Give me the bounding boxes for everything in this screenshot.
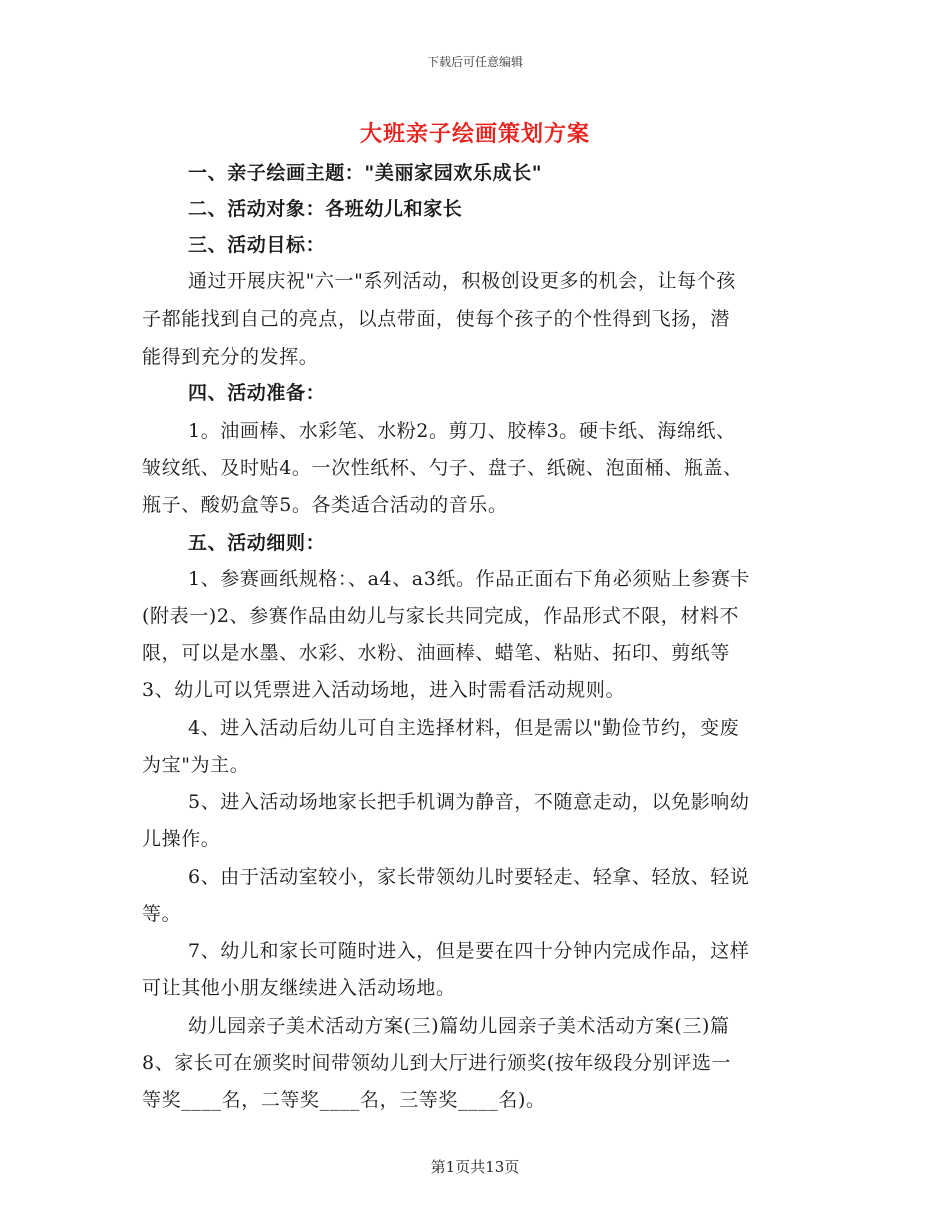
section-heading: 四、活动准备： [188, 382, 326, 404]
document-title: 大班亲子绘画策划方案 [359, 121, 590, 147]
section-heading: 三、活动目标： [188, 234, 326, 256]
paragraph-line: 幼儿园亲子美术活动方案(三)篇幼儿园亲子美术活动方案(三)篇 [188, 1015, 730, 1037]
paragraph-line: 限，可以是水墨、水彩、水粉、油画棒、蜡笔、粘贴、拓印、剪纸等 [142, 642, 731, 664]
paragraph-line: (附表一)2、参赛作品由幼儿与家长共同完成，作品形式不限，材料不 [142, 605, 740, 627]
paragraph-line: 6、由于活动室较小，家长带领幼儿时要轻走、轻拿、轻放、轻说 [188, 866, 750, 888]
paragraph-line: 皱纹纸、及时贴4。一次性纸杯、勺子、盘子、纸碗、泡面桶、瓶盖、 [142, 457, 743, 479]
page-footer: 第1页共13页 [430, 1158, 520, 1176]
paragraph-line: 等奖____名，二等奖____名，三等奖____名)。 [142, 1089, 546, 1111]
paragraph-line: 8、家长可在颁奖时间带领幼儿到大厅进行颁奖(按年级段分别评选一 [142, 1052, 732, 1074]
section-heading: 五、活动细则： [188, 532, 326, 554]
paragraph-line: 1、参赛画纸规格：、a4、a3纸。作品正面右下角必须贴上参赛卡 [188, 568, 751, 590]
paragraph-line: 瓶子、酸奶盒等5。各类适合活动的音乐。 [142, 494, 508, 516]
paragraph-line: 为宝"为主。 [142, 754, 250, 776]
paragraph-line: 7、幼儿和家长可随时进入，但是要在四十分钟内完成作品，这样 [188, 940, 750, 962]
header-note: 下载后可任意编辑 [426, 55, 523, 69]
paragraph-line: 可让其他小朋友继续进入活动场地。 [142, 977, 456, 999]
paragraph-line: 能得到充分的发挥。 [142, 346, 319, 368]
paragraph-line: 儿操作。 [142, 828, 221, 850]
paragraph-line: 1。油画棒、水彩笔、水粉2。剪刀、胶棒3。硬卡纸、海绵纸、 [188, 420, 736, 442]
paragraph-line: 5、进入活动场地家长把手机调为静音，不随意走动，以免影响幼 [188, 791, 750, 813]
paragraph-line: 3、幼儿可以凭票进入活动场地，进入时需看活动规则。 [142, 679, 626, 701]
paragraph-line: 子都能找到自己的亮点，以点带面，使每个孩子的个性得到飞扬，潜 [142, 308, 731, 330]
paragraph-line: 等。 [142, 903, 182, 925]
paragraph-line: 通过开展庆祝"六一"系列活动，积极创设更多的机会，让每个孩 [188, 270, 736, 292]
paragraph-line: 4、进入活动后幼儿可自主选择材料，但是需以"勤俭节约，变废 [188, 717, 740, 739]
section-heading: 一、亲子绘画主题："美丽家园欢乐成长" [188, 162, 543, 184]
section-heading: 二、活动对象：各班幼儿和家长 [188, 198, 463, 220]
